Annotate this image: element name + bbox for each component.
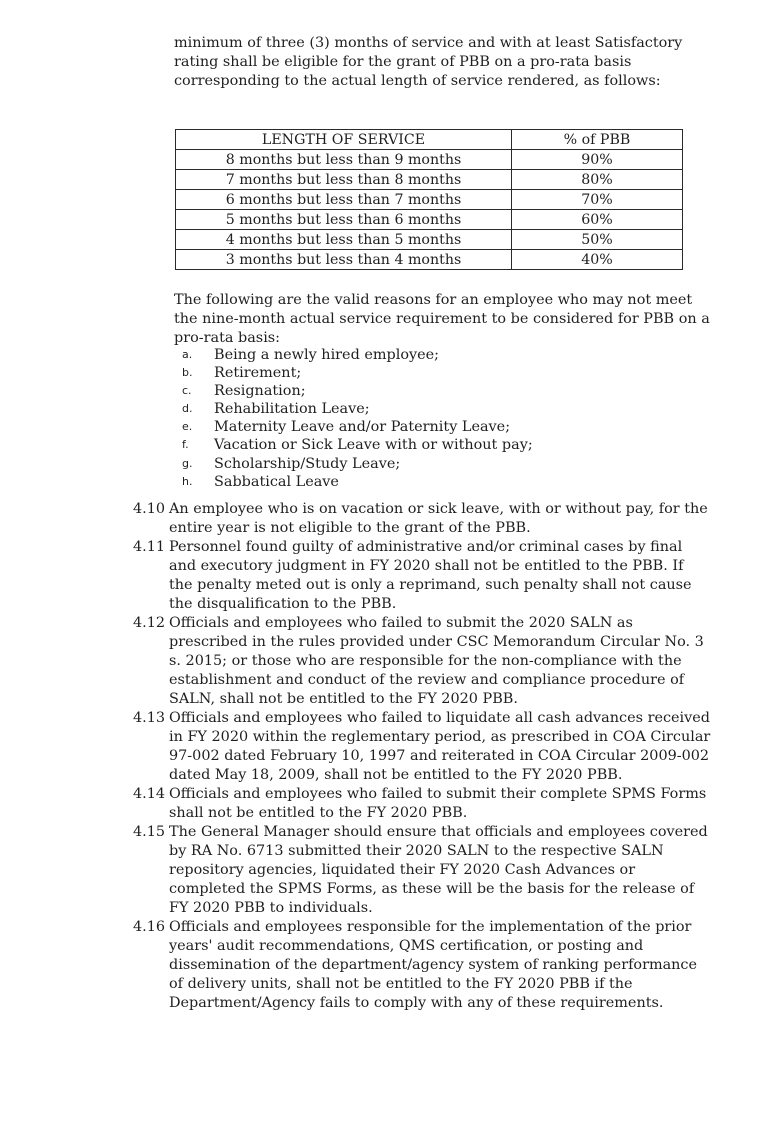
- cell-percent: 70%: [512, 190, 683, 210]
- provision-4-10: [133, 500, 711, 538]
- cell-length: 5 months but less than 6 months: [176, 210, 512, 230]
- list-item: [182, 436, 533, 454]
- provision-number: 4.16: [133, 919, 166, 935]
- list-marker: b.: [182, 366, 193, 380]
- cell-percent: 80%: [512, 170, 683, 190]
- cell-percent: 50%: [512, 230, 683, 250]
- list-item: [182, 400, 533, 418]
- list-item-text: Being a newly hired employee;: [214, 347, 440, 363]
- list-item: [182, 346, 533, 364]
- cell-length: 4 months but less than 5 months: [176, 230, 512, 250]
- list-item-text: Retirement;: [214, 365, 302, 382]
- table-header-row: [176, 130, 683, 150]
- list-item: [182, 364, 533, 382]
- table-row: [176, 150, 683, 170]
- provision-4-14: [133, 785, 711, 823]
- provision-number: 4.11: [133, 539, 166, 555]
- list-marker: a.: [182, 348, 193, 361]
- list-item-text: Rehabilitation Leave;: [214, 401, 370, 418]
- provision-4-15: [133, 823, 711, 918]
- list-item: [182, 418, 533, 436]
- provision-text: Personnel found guilty of administrative and/or criminal cases by final and executory judgment in FY 2020 shall not be entitled to the PBB. If the penalty meted out is only a reprimand, such penalty shall not cause the disqualification to the PBB.: [169, 539, 692, 612]
- cell-length: 8 months but less than 9 months: [176, 150, 512, 170]
- reasons-list: [182, 346, 533, 491]
- table-row: [176, 250, 683, 270]
- table-row: [176, 230, 683, 250]
- provision-number: 4.12: [133, 615, 166, 631]
- list-item-text: Sabbatical Leave: [214, 473, 339, 490]
- list-marker: h.: [182, 474, 193, 488]
- list-item-text: Maternity Leave and/or Paternity Leave;: [214, 419, 511, 436]
- cell-percent: 90%: [512, 150, 683, 170]
- list-item: [182, 473, 533, 491]
- table-row: [176, 210, 683, 230]
- provision-number: 4.13: [133, 710, 166, 726]
- cell-length: 3 months but less than 4 months: [176, 250, 512, 270]
- header-percent-pbb: % of PBB: [512, 130, 683, 150]
- provision-text: Officials and employees who failed to submit their complete SPMS Forms shall not be entitled to the FY 2020 PBB.: [169, 786, 707, 821]
- cell-length: 6 months but less than 7 months: [176, 190, 512, 210]
- provision-4-16: [133, 918, 711, 1013]
- pbb-table: [175, 129, 683, 270]
- list-item-text: Resignation;: [214, 383, 306, 400]
- provisions-list: [133, 500, 711, 1013]
- provision-text: Officials and employees who failed to liquidate all cash advances received in FY 2020 within the reglementary period, as prescribed in COA Circular 97-002 dated February 10, 1997 and reiterated in COA Circular 2009-002 dated May 18, 2009, shall not be entitled to the FY 2020 PBB.: [169, 710, 711, 783]
- cell-length: 7 months but less than 8 months: [176, 170, 512, 190]
- provision-4-12: [133, 614, 711, 709]
- list-item-text: Vacation or Sick Leave with or without pay;: [214, 437, 533, 454]
- cell-percent: 60%: [512, 210, 683, 230]
- header-length-of-service: LENGTH OF SERVICE: [176, 130, 512, 150]
- provision-text: Officials and employees responsible for the implementation of the prior years' audit recommendations, QMS certification, or posting and dissemination of the department/agency system of ranking performance of delivery units, shall not be entitled to the FY 2020 PBB if the Department/Agency fails to comply with any of these requirements.: [169, 919, 698, 1011]
- provision-4-11: [133, 538, 711, 614]
- provision-text: Officials and employees who failed to submit the 2020 SALN as prescribed in the rules provided under CSC Memorandum Circular No. 3 s. 2015; or those who are responsible for the non-compliance with the establishment and conduct of the review and compliance procedure of SALN, shall not be entitled to the FY 2020 PBB.: [169, 615, 704, 707]
- table-row: [176, 190, 683, 210]
- list-item: [182, 382, 533, 400]
- cell-percent: 40%: [512, 250, 683, 270]
- provision-text: The General Manager should ensure that officials and employees covered by RA No. 6713 submitted their 2020 SALN to the respective SALN repository agencies, liquidated their FY 2020 Cash Advances or completed the SPMS Forms, as these will be the basis for the release of FY 2020 PBB to individuals.: [169, 824, 708, 916]
- list-marker: f.: [182, 438, 189, 452]
- list-marker: g.: [182, 456, 193, 470]
- provision-number: 4.10: [133, 501, 166, 517]
- provision-text: An employee who is on vacation or sick leave, with or without pay, for the entire year is not eligible to the grant of the PBB.: [169, 501, 708, 536]
- list-marker: d.: [182, 402, 193, 416]
- list-item-text: Scholarship/Study Leave;: [214, 455, 401, 472]
- list-marker: c.: [182, 384, 192, 398]
- provision-4-13: [133, 709, 711, 785]
- provision-number: 4.14: [133, 786, 166, 802]
- reasons-intro-paragraph: The following are the valid reasons for an employee who may not meet the nine-month actual service requirement to be considered for PBB on a pro-rata basis:: [174, 292, 710, 346]
- provision-number: 4.15: [133, 824, 166, 840]
- intro-paragraph: minimum of three (3) months of service and with at least Satisfactory rating shall be eligible for the grant of PBB on a pro-rata basis corresponding to the actual length of service rendered, as follows:: [174, 35, 683, 89]
- table-row: [176, 170, 683, 190]
- list-marker: e.: [182, 420, 193, 434]
- list-item: [182, 455, 533, 473]
